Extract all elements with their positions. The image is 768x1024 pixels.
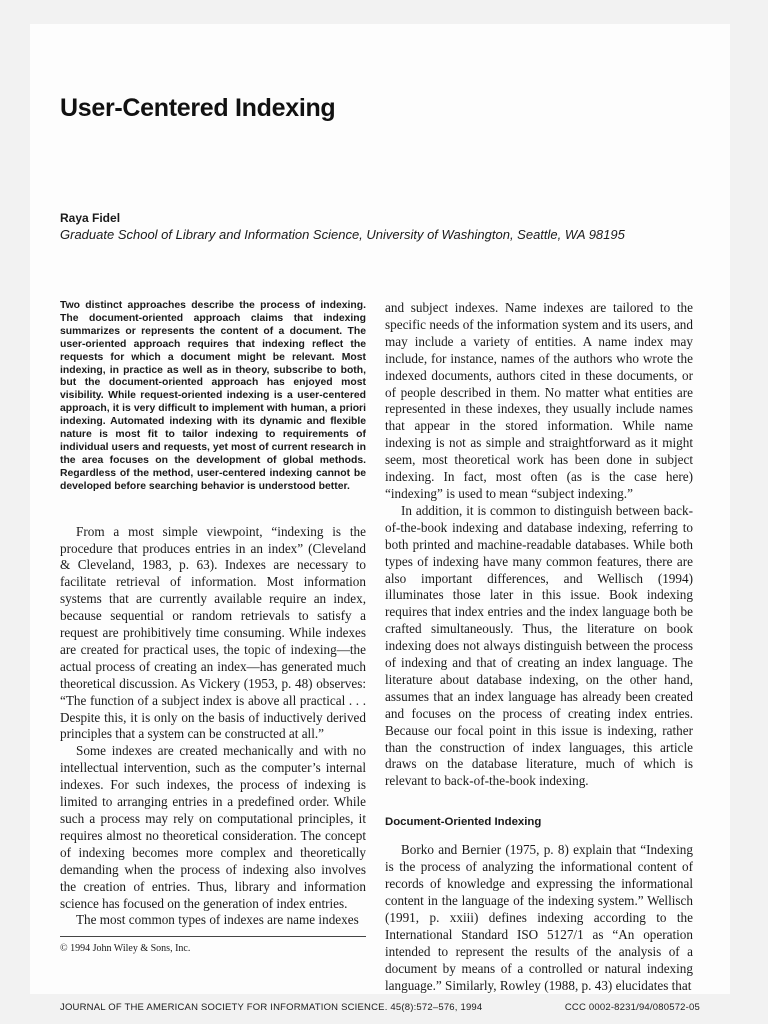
paragraph: In addition, it is common to distinguish between back-of-the-book indexing and database indexing, referring to both printed and machine-readable databases. While both types of indexing have many common features, there are also important differences, and Wellisch (1994) illuminates those later in this issue. Book indexing requires that index entries and the index language both be crafted simultaneously. Thus, the literature on book indexing does not always distinguish between the process of indexing and that of creating an index language. The literature about database indexing, on the other hand, assumes that an index language has already been created and focuses on the process of creating index entries. Because our focal point in this issue is indexing, rather than the construction of index languages, this article draws on the database literature, much of which is relevant to back-of-the-book indexing.	[385, 502, 693, 789]
ccc-code: CCC 0002-8231/94/080572-05	[564, 1002, 700, 1013]
paragraph: From a most simple viewpoint, “indexing is the procedure that produces entries in an index” (Cleveland & Cleveland, 1983, p. 63). Indexes are necessary to facilitate retrieval of information. Most information systems that are currently available require an index, because sequential or random retrievals to satisfy a request are prohibitively time consuming. While indexes are created for practical uses, the topic of indexing—the actual process of creating an index—has generated much theoretical discussion. As Vickery (1953, p. 48) observes: “The function of a subject index is above all practical . . . Despite this, it is only on the basis of inductively derived principles that a system can be constructed at all.”	[60, 523, 366, 742]
right-column	[385, 300, 693, 994]
right-body-text	[385, 300, 693, 790]
journal-citation: JOURNAL OF THE AMERICAN SOCIETY FOR INFORMATION SCIENCE. 45(8):572–576, 1994	[60, 1002, 483, 1013]
author-name: Raya Fidel	[60, 211, 121, 225]
left-column	[60, 300, 366, 929]
author-affiliation: Graduate School of Library and Information Science, University of Washington, Seattle, WA 98195	[60, 227, 625, 242]
section-body-text	[385, 842, 693, 994]
paragraph: and subject indexes. Name indexes are tailored to the specific needs of the information system and its users, and may include a variety of entities. A name index may include, for instance, names of the authors who wrote the indexed documents, authors cited in these documents, or of people described in them. No matter what entities are represented in these indexes, they usually include names that appear in the stored information. While name indexing is not as simple and straightforward as it might seem, most theoretical work has been done in subject indexing. In fact, most often (as is the case here) “indexing” is used to mean “subject indexing.”	[385, 300, 693, 501]
abstract: Two distinct approaches describe the process of indexing. The document-oriented approach claims that indexing summarizes or represents the content of a document. The user-oriented approach requires that indexing reflect the requests for which a document might be relevant. Most indexing, in practice as well as in theory, subscribe to both, but the document-oriented approach has enjoyed most visibility. While request-oriented indexing is a user-centered approach, it is very difficult to implement with human, a priori indexing. Automated indexing with its dynamic and flexible nature is most fit to tailor indexing to requirements of individual users and requests, yet most of current research in the area focuses on the development of global methods. Regardless of the method, user-centered indexing cannot be developed before searching behavior is understood better.	[60, 300, 366, 492]
left-body-text	[60, 524, 366, 930]
paragraph: Borko and Bernier (1975, p. 8) explain that “Indexing is the process of analyzing the informational content of records of knowledge and expressing the informational content in the language of the indexing system.” Wellisch (1991, p. xxiii) defines indexing according to the International Standard ISO 5127/1 as “An operation intended to represent the results of the analysis of a document by means of a controlled or natural indexing language.” Similarly, Rowley (1988, p. 43) elucidates that	[385, 842, 693, 993]
section-heading: Document-Oriented Indexing	[385, 816, 542, 829]
copyright-footnote: © 1994 John Wiley & Sons, Inc.	[60, 936, 366, 954]
journal-footer	[60, 1002, 700, 1013]
paragraph: Some indexes are created mechanically and with no intellectual intervention, such as the computer’s internal indexes. For such indexes, the process of indexing is limited to arranging entries in a predefined order. While such a process may rely on computational principles, it requires almost no theoretical consideration. The concept of indexing becomes more complex and theoretically demanding when the process of indexing also involves the creation of entries. Thus, library and information science has focused on the generation of index entries.	[60, 743, 366, 911]
page	[30, 24, 730, 1013]
paragraph: The most common types of indexes are name indexes	[76, 912, 359, 928]
article-title: User-Centered Indexing	[60, 94, 336, 122]
